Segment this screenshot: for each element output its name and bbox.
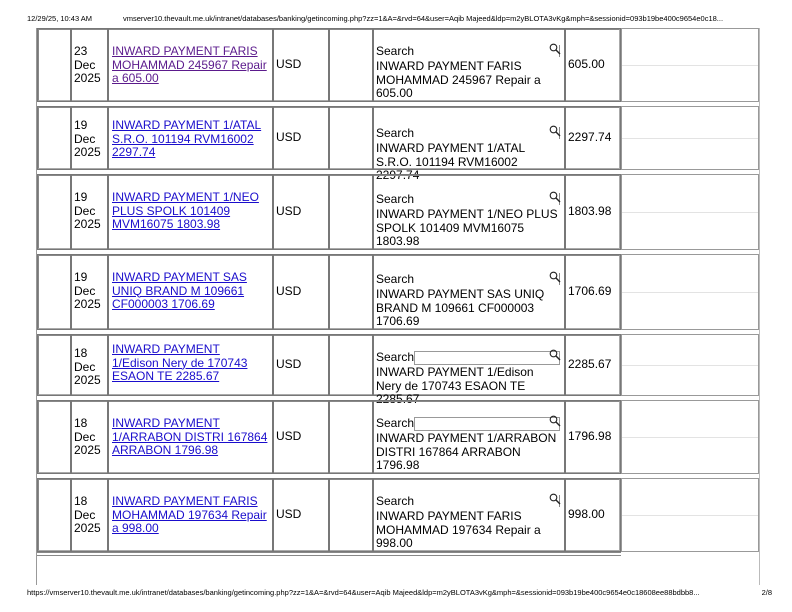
row-select-cell: [37, 254, 71, 330]
search-label: Search: [376, 416, 415, 430]
page-number: 2/8: [761, 588, 772, 597]
description-cell: [108, 106, 273, 170]
table-row: [37, 254, 759, 330]
search-label: Search: [376, 272, 415, 286]
spacer-cell: [329, 400, 373, 474]
date-month: Dec: [74, 507, 96, 522]
amount-cell: 2285.67: [565, 334, 621, 396]
date-day: 18: [74, 346, 88, 360]
row-select-cell: [37, 478, 71, 552]
print-date: 12/29/25, 10:43 AM: [27, 14, 93, 23]
memo-cell: [373, 400, 565, 474]
search-label: Search: [376, 126, 415, 140]
search-icon[interactable]: [548, 414, 562, 428]
date-day: 18: [74, 494, 88, 508]
description-cell: [108, 28, 273, 102]
date-cell: [71, 106, 108, 170]
search-icon[interactable]: [548, 42, 562, 56]
print-header: [27, 14, 772, 26]
search-icon[interactable]: [548, 190, 562, 204]
description-cell: [108, 334, 273, 396]
currency-cell: USD: [273, 254, 329, 330]
table-row: [37, 334, 759, 407]
currency-cell: USD: [273, 400, 329, 474]
memo-text: INWARD PAYMENT SAS UNIQ BRAND M 109661 CF000003 1706.69: [376, 287, 545, 329]
search-label: Search: [376, 494, 415, 508]
date-day: 23: [74, 44, 88, 58]
search-icon[interactable]: [548, 348, 562, 362]
extra-cell: [621, 28, 759, 102]
transaction-link[interactable]: INWARD PAYMENT 1/ATAL S.R.O. 101194 RVM16002 2297.74: [112, 118, 262, 160]
date-year: 2025: [74, 373, 101, 388]
date-month: Dec: [74, 429, 96, 444]
date-month: Dec: [74, 131, 96, 146]
transaction-link[interactable]: INWARD PAYMENT 1/Edison Nery de 170743 ESAON TE 2285.67: [112, 342, 248, 384]
memo-cell: [373, 334, 565, 407]
table-row: [37, 28, 759, 102]
date-cell: [71, 400, 108, 474]
row-select-cell: [37, 174, 71, 250]
print-footer-url: https://vmserver10.thevault.me.uk/intranet/databases/banking/getincoming.php?zz=1&A=&rvd=64&user=Aqib Majeed&ldp=m2yBLOTA3vKg&mph=&sessionid=093b19be400c9654e0c18608ee88bdbb8...: [27, 588, 700, 597]
spacer-cell: [329, 28, 373, 102]
search-icon[interactable]: [548, 124, 562, 138]
memo-search: [376, 127, 562, 141]
search-input[interactable]: [414, 45, 560, 57]
extra-cell: [621, 254, 759, 330]
memo-search: [376, 351, 562, 365]
memo-search: [376, 273, 562, 287]
amount-cell: 1796.98: [565, 400, 621, 474]
currency-cell: USD: [273, 174, 329, 250]
table-row: [37, 106, 759, 183]
row-select-cell: [37, 106, 71, 170]
print-footer: [27, 588, 772, 600]
date-day: 18: [74, 416, 88, 430]
row-select-cell: [37, 334, 71, 396]
memo-cell: [373, 106, 565, 183]
memo-search: [376, 193, 562, 207]
transaction-link[interactable]: INWARD PAYMENT 1/ARRABON DISTRI 167864 ARRABON 1796.98: [112, 416, 268, 458]
table-row: [37, 174, 759, 250]
search-icon[interactable]: [548, 492, 562, 506]
memo-text: INWARD PAYMENT 1/Edison Nery de 170743 ESAON TE 2285.67: [376, 365, 534, 407]
currency-cell: USD: [273, 106, 329, 170]
date-year: 2025: [74, 217, 101, 232]
search-label: Search: [376, 350, 415, 364]
spacer-cell: [329, 174, 373, 250]
spacer-cell: [329, 254, 373, 330]
search-input[interactable]: [414, 417, 560, 431]
date-year: 2025: [74, 443, 101, 458]
memo-text: INWARD PAYMENT 1/NEO PLUS SPOLK 101409 MVM16075 1803.98: [376, 207, 558, 249]
extra-cell: [621, 334, 759, 396]
search-input[interactable]: [414, 351, 560, 365]
extra-cell: [621, 106, 759, 170]
extra-cell: [621, 174, 759, 250]
currency-cell: USD: [273, 478, 329, 552]
spacer-cell: [329, 106, 373, 170]
date-year: 2025: [74, 145, 101, 160]
transaction-link[interactable]: INWARD PAYMENT 1/NEO PLUS SPOLK 101409 MVM16075 1803.98: [112, 190, 259, 232]
date-month: Dec: [74, 359, 96, 374]
date-day: 19: [74, 270, 88, 284]
transaction-link[interactable]: INWARD PAYMENT SAS UNIQ BRAND M 109661 CF000003 1706.69: [112, 270, 247, 312]
memo-text: INWARD PAYMENT FARIS MOHAMMAD 197634 Repair a 998.00: [376, 509, 541, 551]
date-cell: [71, 334, 108, 396]
transaction-link[interactable]: INWARD PAYMENT FARIS MOHAMMAD 245967 Repair a 605.00: [112, 44, 267, 86]
spacer-cell: [329, 478, 373, 552]
amount-cell: 1706.69: [565, 254, 621, 330]
extra-cell: [621, 478, 759, 552]
memo-text: INWARD PAYMENT 1/ATAL S.R.O. 101194 RVM16002 2297.74: [376, 141, 525, 183]
date-year: 2025: [74, 521, 101, 536]
memo-cell: [373, 174, 565, 250]
search-input[interactable]: [414, 193, 560, 205]
search-icon[interactable]: [548, 270, 562, 284]
transaction-link[interactable]: INWARD PAYMENT FARIS MOHAMMAD 197634 Repair a 998.00: [112, 494, 267, 536]
memo-cell: [373, 28, 565, 102]
date-year: 2025: [74, 297, 101, 312]
currency-cell: USD: [273, 334, 329, 396]
extra-cell: [621, 400, 759, 474]
description-cell: [108, 400, 273, 474]
amount-cell: 605.00: [565, 28, 621, 102]
description-cell: [108, 254, 273, 330]
memo-search: [376, 45, 562, 59]
amount-cell: 2297.74: [565, 106, 621, 170]
table-row: [37, 400, 759, 474]
date-cell: [71, 174, 108, 250]
date-cell: [71, 254, 108, 330]
search-input[interactable]: [414, 273, 560, 285]
print-url: vmserver10.thevault.me.uk/intranet/databases/banking/getincoming.php?zz=1&A=&rvd=64&user=Aqib Majeed&ldp=m2yBLOTA3vKg&mph=&sessionid=093b19be400c9654e0c18...: [123, 14, 724, 23]
amount-cell: 998.00: [565, 478, 621, 552]
amount-cell: 1803.98: [565, 174, 621, 250]
table-bottom-border: [37, 552, 621, 556]
description-cell: [108, 174, 273, 250]
memo-cell: [373, 478, 565, 552]
memo-text: INWARD PAYMENT FARIS MOHAMMAD 245967 Repair a 605.00: [376, 59, 541, 101]
memo-text: INWARD PAYMENT 1/ARRABON DISTRI 167864 ARRABON 1796.98: [376, 431, 557, 473]
description-cell: [108, 478, 273, 552]
row-select-cell: [37, 400, 71, 474]
date-day: 19: [74, 190, 88, 204]
date-month: Dec: [74, 283, 96, 298]
date-day: 19: [74, 118, 88, 132]
transactions-table: [36, 28, 760, 585]
search-input[interactable]: [414, 495, 560, 507]
table-row: [37, 478, 759, 552]
date-cell: [71, 478, 108, 552]
memo-search: [376, 417, 562, 431]
date-month: Dec: [74, 203, 96, 218]
row-select-cell: [37, 28, 71, 102]
date-cell: [71, 28, 108, 102]
date-year: 2025: [74, 71, 101, 86]
memo-search: [376, 495, 562, 509]
memo-cell: [373, 254, 565, 330]
date-month: Dec: [74, 57, 96, 72]
search-label: Search: [376, 44, 415, 58]
search-label: Search: [376, 192, 415, 206]
search-input[interactable]: [414, 127, 560, 139]
spacer-cell: [329, 334, 373, 396]
currency-cell: USD: [273, 28, 329, 102]
